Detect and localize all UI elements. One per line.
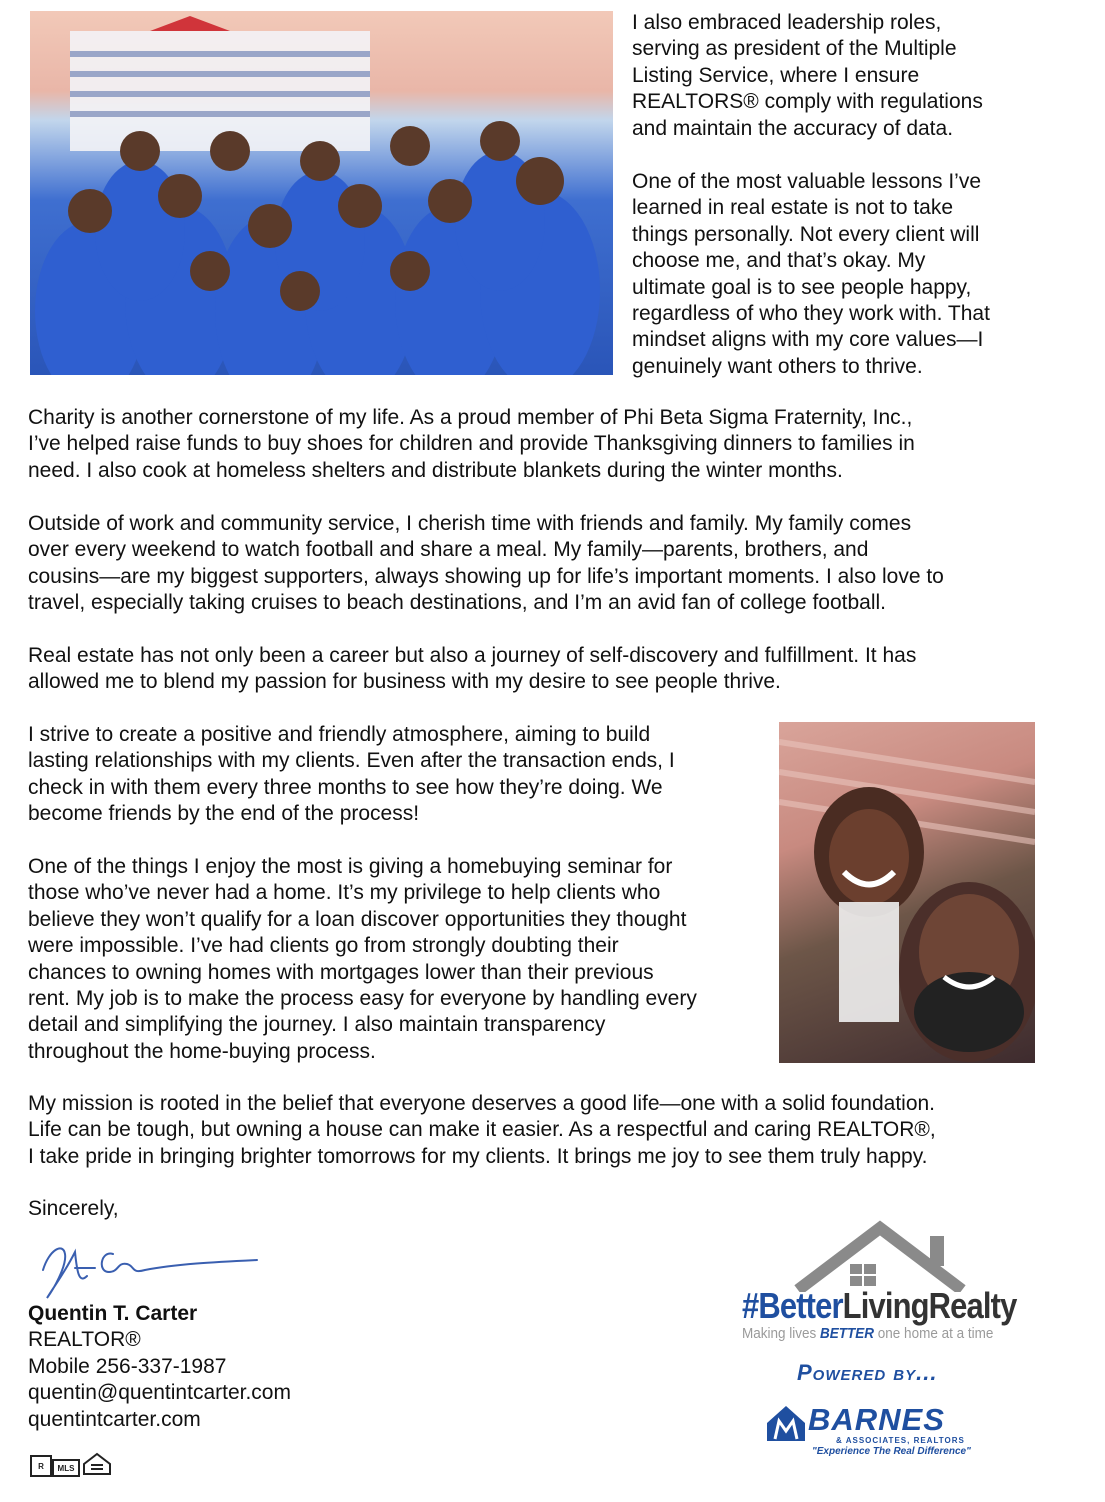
barnes-house-icon: [765, 1403, 807, 1443]
signer-mobile: Mobile 256-337-1987: [28, 1354, 227, 1378]
realtor-r-icon: R: [30, 1455, 52, 1477]
powered-by-text: Powered by...: [797, 1360, 938, 1385]
brand-tagline-post: one home at a time: [874, 1325, 994, 1342]
signer-name: Quentin T. Carter: [28, 1302, 198, 1325]
signer-website[interactable]: quentintcarter.com: [28, 1407, 201, 1431]
brand-living-realty: LivingRealty: [842, 1285, 1017, 1326]
brand-hashtag: #: [742, 1285, 759, 1326]
closing-text: Sincerely,: [28, 1197, 119, 1220]
paragraph-lessons: One of the most valuable lessons I’ve learned in real estate is not to take things personally. Not every client will choose me, and that’s okay. My ultimate goal is to see people happy, regardless of who they work with. That mindset aligns with my core values—I genuinely want others to thrive.: [632, 170, 990, 378]
group-cruise-photo: [30, 11, 613, 375]
brand-tagline: [742, 1325, 993, 1342]
barnes-subtitle: & ASSOCIATES, REALTORS: [836, 1436, 965, 1445]
signer-email[interactable]: quentin@quentintcarter.com: [28, 1381, 291, 1405]
brand-wordmark: [742, 1285, 1016, 1327]
brand-tagline-better: BETTER: [820, 1325, 875, 1342]
barnes-wordmark: BARNES: [808, 1402, 945, 1437]
brand-better: Better: [758, 1285, 843, 1326]
barnes-slogan: "Experience The Real Difference": [812, 1446, 971, 1457]
carter-selfie-photo-art: [779, 722, 1035, 1063]
signer-title: REALTOR®: [28, 1328, 141, 1352]
house-roof-icon: [790, 1220, 970, 1292]
paragraph-career: Real estate has not only been a career but also a journey of self-discovery and fulfillment. It has allowed me to blend my passion for business with my desire to see people thrive.: [28, 644, 917, 694]
mls-badge-label: MLS: [57, 1463, 75, 1473]
paragraph-seminar: One of the things I enjoy the most is giving a homebuying seminar for those who’ve never had a home. It’s my privilege to help clients who believe they won’t qualify for a loan discover opportunities they thought were impossible. I’ve had clients go from strongly doubting their chances to owning homes with mortgages lower than their previous rent. My job is to make the process easy for everyone by handling every detail and simplifying the journey. I also maintain transparency throughout the home-buying process.: [28, 855, 697, 1063]
group-cruise-photo-art: [30, 11, 613, 375]
paragraph-family: Outside of work and community service, I cherish time with friends and family. My family comes over every weekend to watch football and share a meal. My family—parents, brothers, and cousins—are my biggest supporters, always showing up for life’s important moments. I also love to travel, especially taking cruises to beach destinations, and I’m an avid fan of college football.: [28, 512, 944, 615]
brand-tagline-pre: Making lives: [742, 1325, 821, 1342]
carter-selfie-photo: [779, 722, 1035, 1063]
handwritten-signature: [35, 1232, 265, 1304]
equal-housing-icon: [82, 1452, 112, 1476]
paragraph-charity: Charity is another cornerstone of my life. As a proud member of Phi Beta Sigma Fraternity, Inc., I’ve helped raise funds to buy shoes for children and provide Thanksgiving dinners to families in need. I also cook at homeless shelters and distribute blankets during the winter months.: [28, 406, 915, 482]
signature-block: [28, 1301, 291, 1433]
paragraph-atmosphere: I strive to create a positive and friendly atmosphere, aiming to build lasting relationships with my clients. Even after the transaction ends, I check in with them every three months to see how they’re doing. We become friends by the end of the process!: [28, 723, 675, 826]
mls-badge: [52, 1459, 80, 1477]
paragraph-leadership: I also embraced leadership roles, serving as president of the Multiple Listing Service, where I ensure REALTORS® comply with regulations and maintain the accuracy of data.: [632, 11, 983, 140]
paragraph-mission: My mission is rooted in the belief that everyone deserves a good life—one with a solid foundation. Life can be tough, but owning a house can make it easier. As a respectful and caring REALTOR®, I take pride in bringing brighter tomorrows for my clients. It brings me joy to see them truly happy.: [28, 1092, 936, 1168]
